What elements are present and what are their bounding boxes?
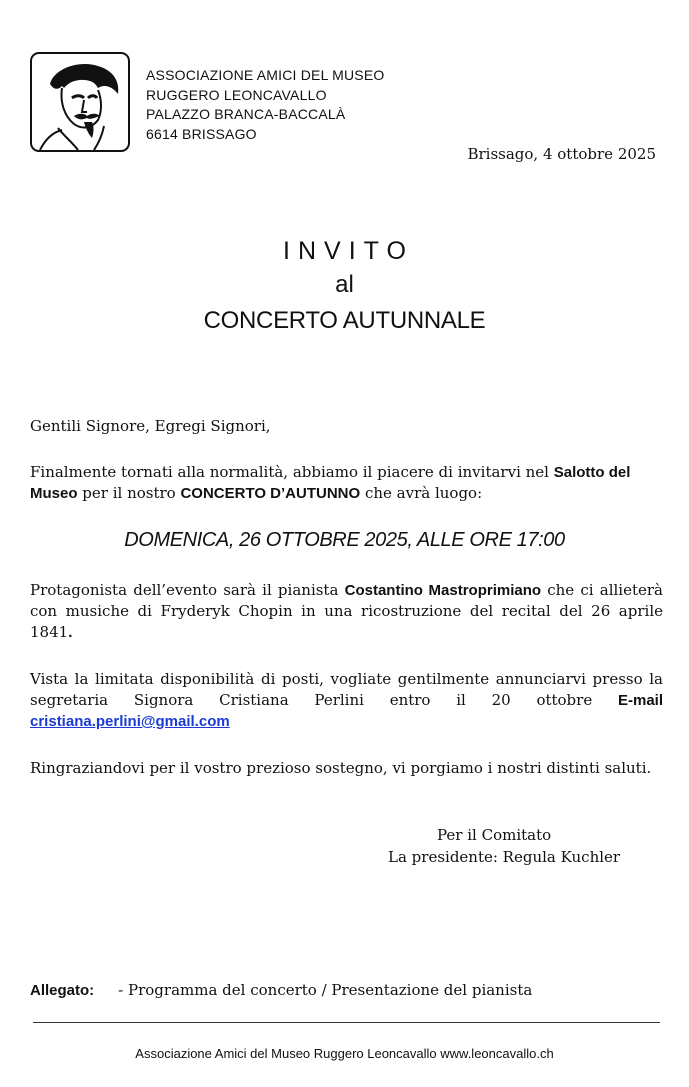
footer-divider (33, 1022, 660, 1023)
venue-name: Salotto del Museo (30, 464, 631, 502)
intro-text: per il nostro (77, 484, 181, 502)
invitation-title (0, 235, 689, 339)
title-al: al (335, 271, 354, 298)
signature-president: La presidente: Regula Kuchler (388, 848, 621, 866)
letterhead-line: ASSOCIAZIONE AMICI DEL MUSEO (146, 67, 385, 83)
performer-paragraph (30, 580, 663, 643)
performer-text: che ci allieterà con musiche di Fryderyk Chopin in una ricostruzione del recital del 26 aprile 1841 (30, 581, 663, 641)
greeting: Gentili Signore, Egregi Signori, (30, 417, 271, 435)
pianist-name: Costantino Mastroprimiano (344, 582, 542, 599)
letterhead-line: 6614 BRISSAGO (146, 125, 257, 142)
email-link[interactable]: cristiana.perlini@gmail.com (30, 713, 230, 730)
museum-logo (30, 52, 130, 152)
title-concerto: CONCERTO AUTUNNALE (203, 307, 486, 334)
attachment-line (30, 981, 532, 999)
intro-text: Finalmente tornati alla normalità, abbiamo il piacere di invitarvi nel (30, 463, 554, 481)
intro-paragraph (30, 462, 663, 504)
performer-end: . (68, 624, 73, 641)
title-invito: INVITO (283, 237, 414, 265)
footer-text: Associazione Amici del Museo Ruggero Leoncavallo www.leoncavallo.ch (135, 1046, 554, 1061)
attachment-text: - Programma del concerto / Presentazione del pianista (118, 981, 533, 999)
leoncavallo-portrait-icon (32, 54, 128, 150)
concert-name: CONCERTO D’AUTUNNO (180, 485, 361, 502)
reservation-paragraph (30, 669, 663, 732)
signature-block (388, 824, 620, 868)
letterhead-line: PALAZZO BRANCA-BACCALÀ (146, 106, 346, 122)
event-datetime: DOMENICA, 26 OTTOBRE 2025, ALLE ORE 17:00 (124, 529, 565, 551)
reservation-text: Vista la limitata disponibilità di posti, vogliate gentilmente annunciarvi presso la segretaria Signora Cristiana Perlini entro il 20 ottobre (30, 670, 663, 709)
closing-salutation: Ringraziandovi per il vostro prezioso sostegno, vi porgiamo i nostri distinti saluti. (30, 759, 652, 777)
letterhead-line: RUGGERO LEONCAVALLO (146, 86, 327, 103)
performer-text: Protagonista dell’evento sarà il pianista (30, 581, 345, 599)
intro-text: che avrà luogo: (360, 484, 483, 502)
email-label: E-mail (617, 692, 663, 709)
letter-date: Brissago, 4 ottobre 2025 (467, 145, 656, 163)
signature-committee: Per il Comitato (437, 826, 552, 844)
attachment-label: Allegato: (30, 982, 95, 999)
letterhead-address (146, 66, 384, 144)
